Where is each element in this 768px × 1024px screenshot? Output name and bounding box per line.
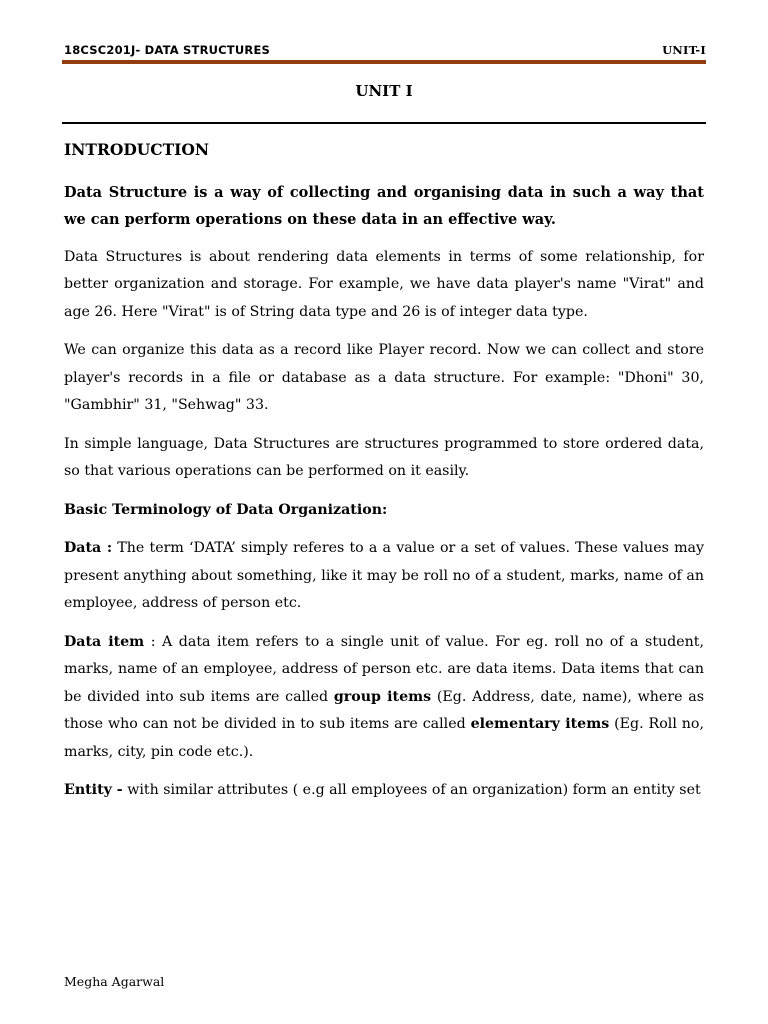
page-header <box>64 42 706 60</box>
unit-title: UNIT I <box>355 82 413 100</box>
course-code: 18CSC201J- DATA STRUCTURES <box>64 43 270 57</box>
data-item-text-1: : A data item refers to a single unit of value. For eg. roll no of a student, marks, name of an employee, address of person etc. are data items. Data items that can be divided into sub items are called <box>64 633 704 705</box>
data-text: The term ‘DATA’ simply referes to a a value or a set of values. These values may present anything about something, like it may be roll no of a student, marks, name of an employee, address of person etc. <box>64 540 704 611</box>
title-rule <box>62 122 706 124</box>
data-item-text-3: (Eg. Roll no, marks, city, pin code etc.). <box>64 716 704 760</box>
data-item-term: Data item <box>64 633 145 650</box>
data-definition <box>64 535 704 618</box>
group-items-term: group items <box>333 688 432 705</box>
paragraph-3: In simple language, Data Structures are structures programmed to store ordered data, so that various operations can be performed on it easily. <box>64 435 704 479</box>
data-item-text-2: (Eg. Address, date, name), where as those who can not be divided in to sub items are called <box>64 688 704 732</box>
elementary-items-term: elementary items <box>470 716 610 732</box>
lead-paragraph: Data Structure is a way of collecting and organising data in such a way that we can perform operations on these data in an effective way. <box>64 183 704 228</box>
data-term: Data : <box>64 540 113 556</box>
unit-label: UNIT-I <box>662 43 706 57</box>
entity-definition <box>64 777 704 805</box>
page-footer-author: Megha Agarwal <box>64 974 165 989</box>
header-rule <box>62 60 706 64</box>
data-item-definition <box>64 629 704 767</box>
terminology-heading: Basic Terminology of Data Organization: <box>64 501 388 518</box>
content <box>64 136 704 816</box>
section-heading: INTRODUCTION <box>64 140 210 159</box>
entity-term: Entity - <box>64 782 123 798</box>
paragraph-1: Data Structures is about rendering data elements in terms of some relationship, for better organization and storage. For example, we have data player's name "Virat" and age 26. Here "Virat" is of String data type and 26 is of integer data type. <box>64 248 704 320</box>
entity-text: with similar attributes ( e.g all employees of an organization) form an entity set <box>122 782 701 798</box>
paragraph-2: We can organize this data as a record like Player record. Now we can collect and store player's records in a file or database as a data structure. For example: "Dhoni" 30, "Gambhir" 31, "Sehwag" 33. <box>64 342 704 413</box>
